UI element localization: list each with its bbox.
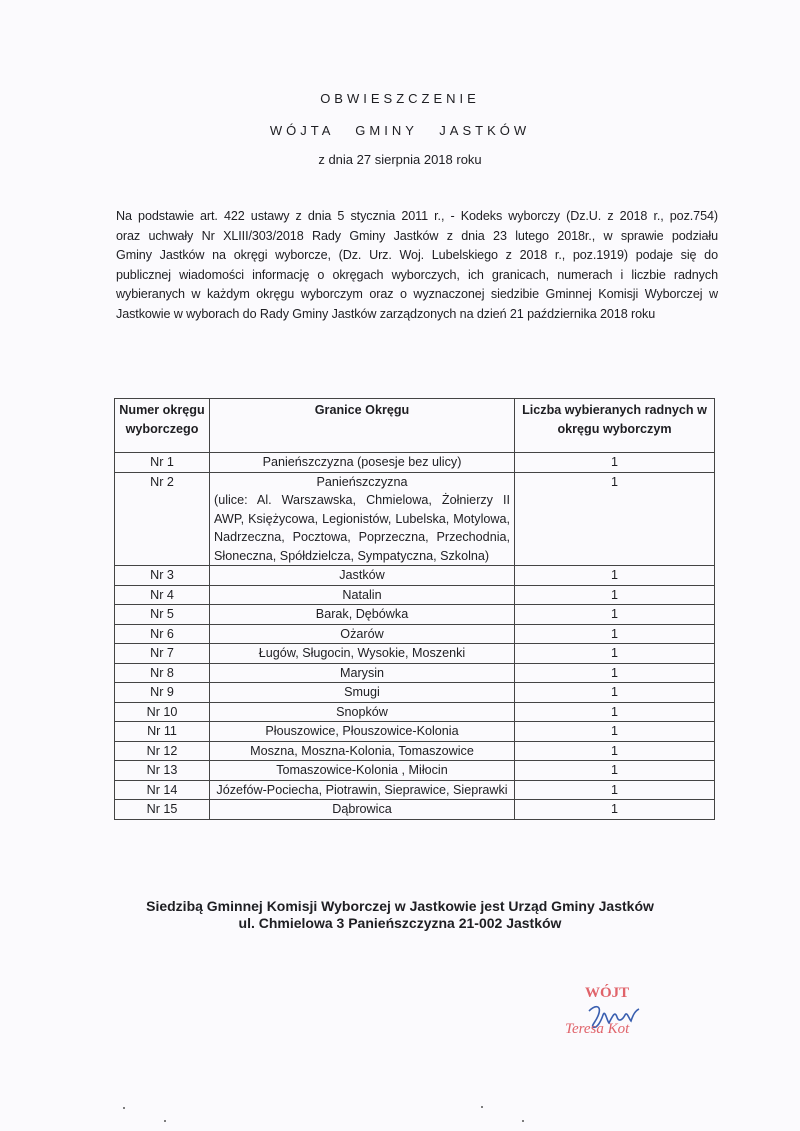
- document-title: OBWIESZCZENIE: [320, 91, 480, 106]
- district-number: Nr 12: [115, 741, 210, 761]
- district-boundaries: Jastków: [210, 566, 515, 586]
- table-row: [115, 605, 715, 625]
- intro-line: publicznej wiadomości informację o okręgach wyborczych, ich granicach, numerach i liczbie radnych: [116, 267, 718, 282]
- district-boundaries-title: Panieńszczyzna: [316, 474, 408, 489]
- district-boundaries: [210, 472, 515, 566]
- commission-seat-line1: Siedzibą Gminnej Komisji Wyborczej w Jastkowie jest Urząd Gminy Jastków: [146, 898, 654, 914]
- district-boundaries: Józefów-Pociecha, Piotrawin, Sieprawice, Sieprawki: [210, 780, 515, 800]
- district-boundaries: Ożarów: [210, 624, 515, 644]
- councillors-count: 1: [515, 585, 715, 605]
- intro-line: Na podstawie art. 422 ustawy z dnia 5 stycznia 2011 r., - Kodeks wyborczy (Dz.U. z 2018 r., poz.754): [116, 209, 718, 223]
- scan-speck: [123, 1107, 125, 1109]
- district-number: Nr 1: [115, 453, 210, 473]
- table-body: [115, 453, 715, 820]
- district-boundaries: Natalin: [210, 585, 515, 605]
- district-boundaries: Marysin: [210, 663, 515, 683]
- mayor-stamp: [560, 985, 660, 1045]
- intro-line: wybieranych w każdym okręgu wyborczym oraz o wyznaczonej siedzibie Gminnej Komisji Wyborczej w: [116, 287, 718, 301]
- councillors-count: 1: [515, 683, 715, 703]
- councillors-count: 1: [515, 605, 715, 625]
- table-row: [115, 663, 715, 683]
- councillors-count: 1: [515, 702, 715, 722]
- table-row: [115, 566, 715, 586]
- district-boundaries: Barak, Dębówka: [210, 605, 515, 625]
- stamp-title: WÓJT: [585, 985, 630, 1001]
- district-boundaries: Dąbrowica: [210, 800, 515, 820]
- district-number: Nr 2: [115, 472, 210, 566]
- commission-seat-line2: ul. Chmielowa 3 Panieńszczyzna 21-002 Jastków: [238, 915, 562, 931]
- table-row: [115, 800, 715, 820]
- councillors-count: 1: [515, 780, 715, 800]
- district-number: Nr 13: [115, 761, 210, 781]
- district-number: Nr 10: [115, 702, 210, 722]
- councillors-count: 1: [515, 566, 715, 586]
- district-number: Nr 4: [115, 585, 210, 605]
- councillors-count: 1: [515, 624, 715, 644]
- district-number: Nr 5: [115, 605, 210, 625]
- district-number: Nr 3: [115, 566, 210, 586]
- table-row: [115, 683, 715, 703]
- header-district-boundaries: Granice Okręgu: [210, 399, 515, 453]
- table-row: [115, 644, 715, 664]
- district-number: Nr 15: [115, 800, 210, 820]
- table-row: [115, 722, 715, 742]
- table-row: [115, 585, 715, 605]
- table-header-row: [115, 399, 715, 453]
- intro-paragraph: [116, 207, 718, 324]
- intro-line: Gminy Jastków na okręgi wyborcze, (Dz. Urz. Woj. Lubelskiego z 2018 r., poz.1919) podaje się do: [116, 248, 718, 262]
- scan-speck: [164, 1120, 166, 1122]
- district-number: Nr 8: [115, 663, 210, 683]
- table-row: [115, 780, 715, 800]
- district-number: Nr 14: [115, 780, 210, 800]
- district-boundaries: Smugi: [210, 683, 515, 703]
- councillors-count: 1: [515, 741, 715, 761]
- district-boundaries: Moszna, Moszna-Kolonia, Tomaszowice: [210, 741, 515, 761]
- document-subtitle: WÓJTA GMINY JASTKÓW: [269, 123, 531, 138]
- stamp-name: Teresa Kot: [565, 1021, 630, 1037]
- intro-line: oraz uchwały Nr XLIII/303/2018 Rady Gminy Jastków z dnia 23 lutego 2018r., w sprawie podziału: [116, 228, 718, 243]
- councillors-count: 1: [515, 453, 715, 473]
- header-district-number: Numer okręgu wyborczego: [115, 399, 210, 453]
- district-number: Nr 6: [115, 624, 210, 644]
- councillors-count: 1: [515, 722, 715, 742]
- table-row: [115, 472, 715, 566]
- table-row: [115, 702, 715, 722]
- district-number: Nr 9: [115, 683, 210, 703]
- district-boundaries: Panieńszczyzna (posesje bez ulicy): [210, 453, 515, 473]
- scan-speck: [522, 1120, 524, 1122]
- district-streets: (ulice: Al. Warszawska, Chmielowa, Żołnierzy II AWP, Księżycowa, Legionistów, Lubelska, Motylowa, Nadrzeczna, Pocztowa, Poprzeczna, Przechodnia, Słoneczna, Spółdzielcza, Sympatyczna, Szkolna): [214, 493, 510, 563]
- scan-speck: [481, 1106, 483, 1108]
- districts-table: [114, 398, 715, 820]
- table-row: [115, 761, 715, 781]
- district-number: Nr 7: [115, 644, 210, 664]
- councillors-count: 1: [515, 644, 715, 664]
- councillors-count: 1: [515, 761, 715, 781]
- table-row: [115, 453, 715, 473]
- district-boundaries: Ługów, Sługocin, Wysokie, Moszenki: [210, 644, 515, 664]
- district-boundaries: Tomaszowice-Kolonia , Miłocin: [210, 761, 515, 781]
- district-boundaries: Snopków: [210, 702, 515, 722]
- document-date: z dnia 27 sierpnia 2018 roku: [318, 152, 482, 167]
- district-boundaries: Płouszowice, Płouszowice-Kolonia: [210, 722, 515, 742]
- table-row: [115, 741, 715, 761]
- councillors-count: 1: [515, 472, 715, 566]
- intro-line: Jastkowie w wyborach do Rady Gminy Jastków zarządzonych na dzień 21 października 2018 roku: [116, 306, 656, 321]
- header-councillors-count: Liczba wybieranych radnych w okręgu wyborczym: [515, 399, 715, 453]
- table-row: [115, 624, 715, 644]
- councillors-count: 1: [515, 663, 715, 683]
- councillors-count: 1: [515, 800, 715, 820]
- district-number: Nr 11: [115, 722, 210, 742]
